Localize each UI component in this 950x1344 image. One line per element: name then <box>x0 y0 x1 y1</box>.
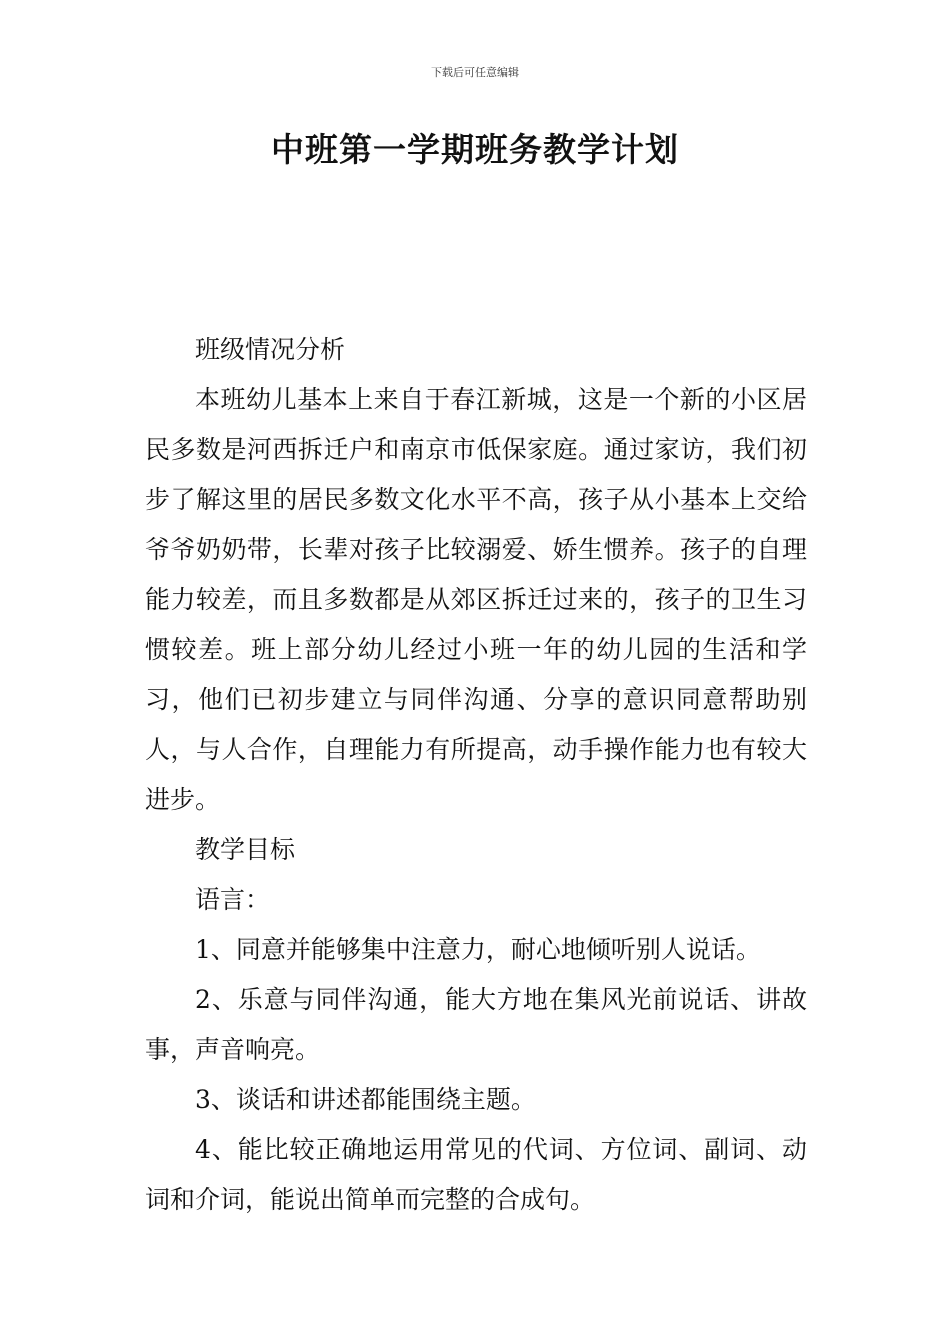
paragraph-class-analysis: 本班幼儿基本上来自于春江新城，这是一个新的小区居民多数是河西拆迁户和南京市低保家庭。通过家访，我们初步了解这里的居民多数文化水平不高，孩子从小基本上交给爷爷奶奶带，长辈对孩子比较溺爱、娇生惯养。孩子的自理能力较差，而且多数都是从郊区拆迁过来的，孩子的卫生习惯较差。班上部分幼儿经过小班一年的幼儿园的生活和学习，他们已初步建立与同伴沟通、分享的意识同意帮助别人，与人合作，自理能力有所提高，动手操作能力也有较大进步。 <box>145 385 807 814</box>
page-header-note: 下载后可任意编辑 <box>431 66 519 79</box>
subheading-language: 语言： <box>195 885 271 914</box>
section-heading-class-analysis: 班级情况分析 <box>195 335 346 364</box>
goal-item-1: 1、同意并能够集中注意力，耐心地倾听别人说话。 <box>195 935 761 964</box>
section-heading-teaching-goals: 教学目标 <box>195 835 296 864</box>
document-title: 中班第一学期班务教学计划 <box>271 130 679 169</box>
goal-item-2: 2、乐意与同伴沟通，能大方地在集风光前说话、讲故事，声音响亮。 <box>145 985 807 1064</box>
goal-item-4: 4、能比较正确地运用常见的代词、方位词、副词、动词和介词，能说出简单而完整的合成句。 <box>145 1135 807 1214</box>
document-body <box>145 325 807 1225</box>
goal-item-3: 3、谈话和讲述都能围绕主题。 <box>195 1085 536 1114</box>
